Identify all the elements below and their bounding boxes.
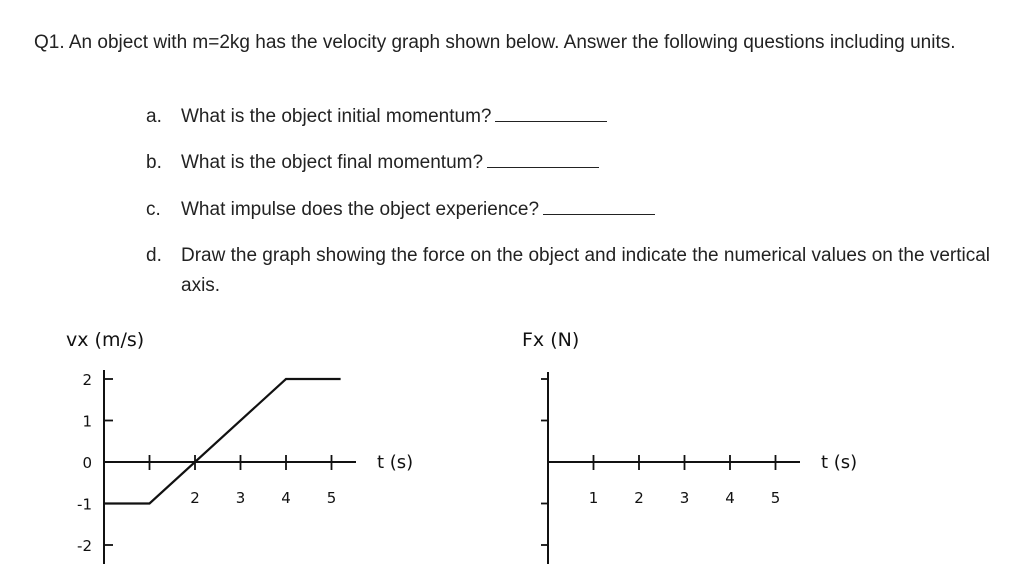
item-letter: c. bbox=[146, 199, 161, 220]
velocity-graph bbox=[66, 329, 413, 564]
x-tick-label: 4 bbox=[725, 489, 735, 507]
velocity-time-label: t (s) bbox=[377, 452, 414, 473]
velocity-axis-label: vx (m/s) bbox=[66, 329, 145, 351]
force-axis-label: Fx (N) bbox=[522, 329, 580, 351]
x-tick-label: 3 bbox=[679, 489, 690, 507]
y-tick-label: 1 bbox=[82, 412, 92, 431]
item-text: What is the object final momentum? bbox=[181, 152, 484, 173]
item-text: What impulse does the object experience? bbox=[181, 199, 540, 220]
item-letter: b. bbox=[146, 152, 162, 173]
x-tick-label: 2 bbox=[190, 489, 200, 507]
y-tick-label: 0 bbox=[82, 454, 92, 472]
velocity-series-line bbox=[104, 379, 341, 504]
y-tick-label: -1 bbox=[77, 495, 92, 514]
item-text: Draw the graph showing the force on the object and indicate the numerical values on the vertical axis. bbox=[181, 245, 991, 296]
force-y-ticks bbox=[541, 379, 548, 545]
y-tick-label: -2 bbox=[77, 537, 92, 555]
x-tick-label: 5 bbox=[326, 489, 337, 507]
question-text: Q1. An object with m=2kg has the velocity graph shown below. Answer the following questions including units. bbox=[34, 32, 956, 53]
item-letter: d. bbox=[146, 245, 162, 266]
x-tick-label: 5 bbox=[770, 489, 781, 507]
x-tick-label: 3 bbox=[235, 489, 246, 507]
y-tick-label: 2 bbox=[82, 371, 92, 389]
force-time-label: t (s) bbox=[821, 452, 858, 473]
x-tick-label: 2 bbox=[634, 489, 644, 507]
force-graph bbox=[522, 329, 857, 564]
x-tick-label: 4 bbox=[281, 489, 291, 507]
x-tick-label: 1 bbox=[588, 489, 599, 507]
item-text: What is the object initial momentum? bbox=[181, 106, 492, 127]
item-letter: a. bbox=[146, 106, 162, 127]
